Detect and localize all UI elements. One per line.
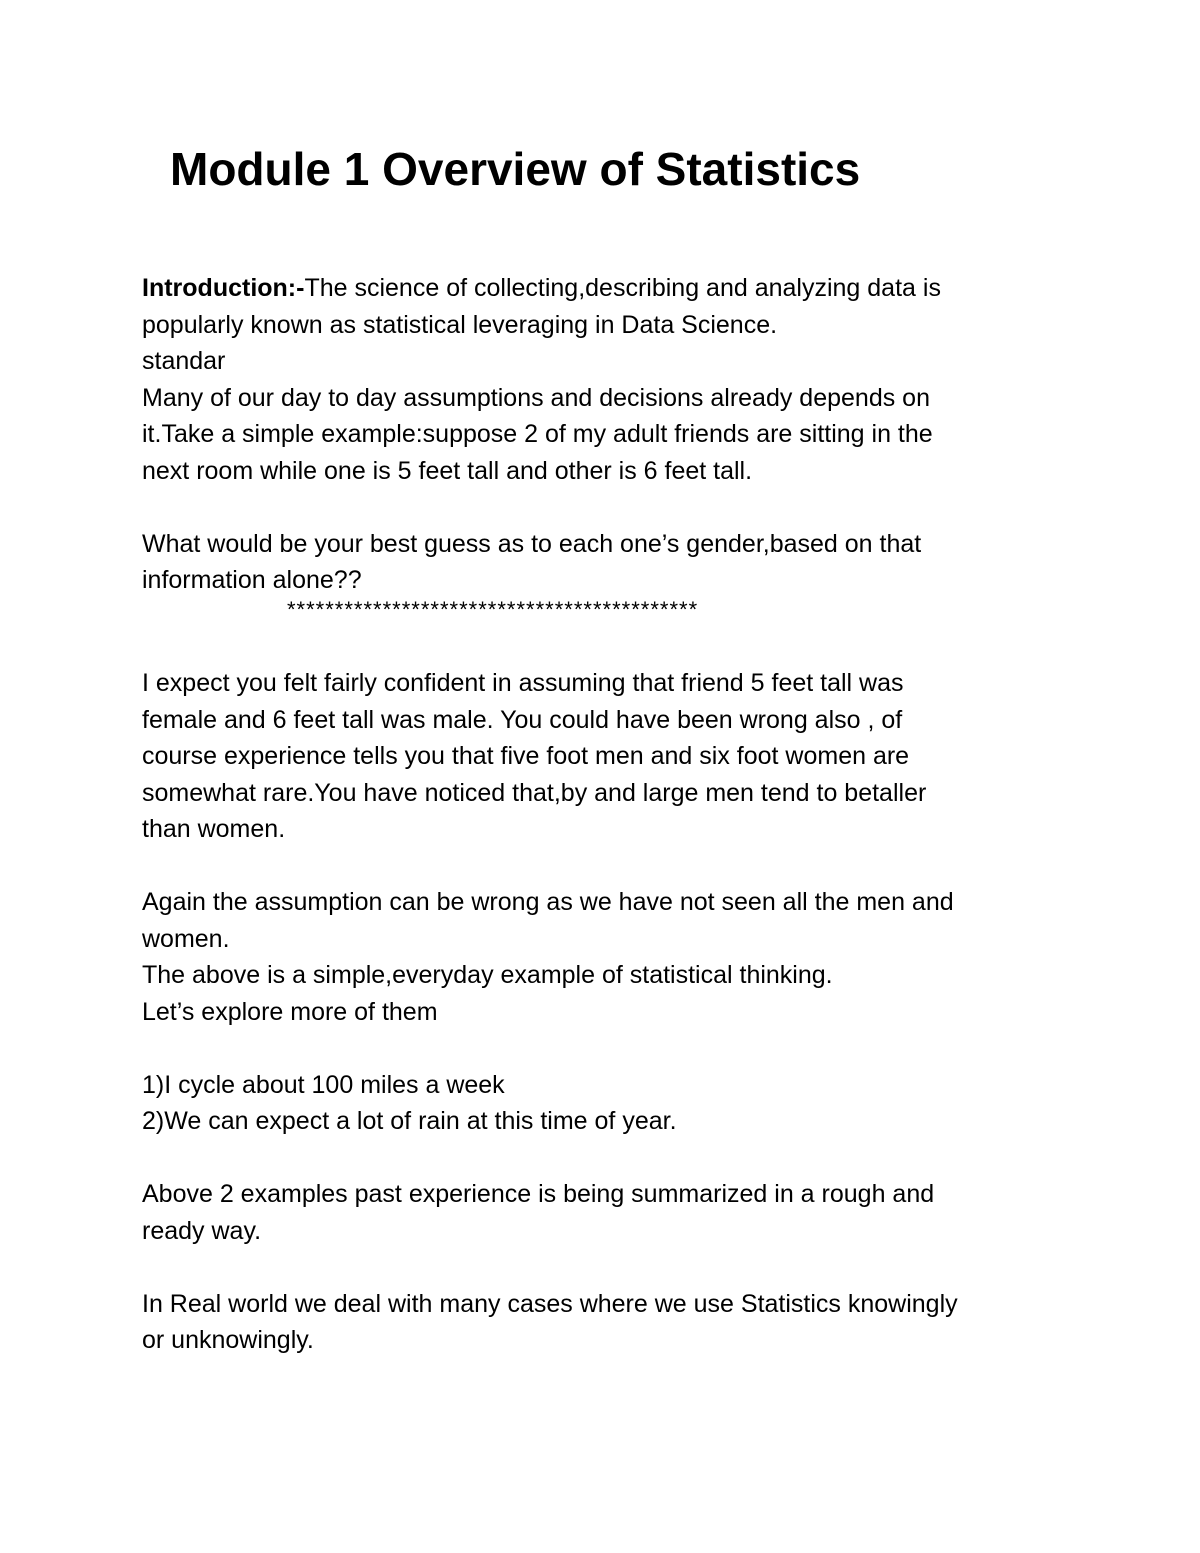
paragraph-spacer: [142, 1140, 1062, 1177]
paragraph-spacer: [142, 1030, 1062, 1067]
closing-line-1: In Real world we deal with many cases where we use Statistics knowingly: [142, 1289, 958, 1318]
intro-line-3: standar: [142, 347, 226, 375]
again-line-1: Again the assumption can be wrong as we have not seen all the men and: [142, 888, 954, 916]
intro-line-1: [142, 270, 1062, 307]
intro-label: Introduction:-: [142, 274, 305, 302]
paragraph-spacer: [142, 848, 1062, 885]
intro-line-2: popularly known as statistical leveraging in Data Science.: [142, 310, 778, 339]
expectation-line-3: course experience tells you that five foot men and six foot women are: [142, 742, 910, 770]
intro-line-6: next room while one is 5 feet tall and other is 6 feet tall.: [142, 456, 753, 485]
paragraph-spacer: [142, 629, 1062, 666]
intro-line-4: Many of our day to day assumptions and decisions already depends on: [142, 383, 930, 412]
document-body: [142, 270, 1062, 1359]
again-line-2: women.: [142, 924, 230, 953]
example-item-1: 1)I cycle about 100 miles a week: [142, 1070, 505, 1099]
question-line-2: information alone??: [142, 566, 362, 594]
summary-line-2: ready way.: [142, 1216, 262, 1245]
intro-line-5: it.Take a simple example:suppose 2 of my adult friends are sitting in the: [142, 420, 933, 448]
closing-line-2: or unknowingly.: [142, 1326, 314, 1354]
expectation-line-5: than women.: [142, 815, 286, 843]
question-line-1: What would be your best guess as to each one’s gender,based on that: [142, 529, 922, 558]
expectation-line-2: female and 6 feet tall was male. You could have been wrong also , of: [142, 705, 903, 734]
again-line-3: The above is a simple,everyday example of statistical thinking.: [142, 961, 833, 989]
expectation-line-1: I expect you felt fairly confident in assuming that friend 5 feet tall was: [142, 669, 904, 697]
paragraph-spacer: [142, 1249, 1062, 1286]
expectation-line-4: somewhat rare.You have noticed that,by and large men tend to betaller: [142, 778, 927, 807]
asterisk-separator: *******************************************: [287, 596, 699, 622]
example-item-2: 2)We can expect a lot of rain at this time of year.: [142, 1107, 677, 1135]
again-line-4: Let’s explore more of them: [142, 997, 438, 1026]
page-title: Module 1 Overview of Statistics: [170, 143, 861, 195]
summary-line-1: Above 2 examples past experience is being summarized in a rough and: [142, 1180, 935, 1208]
intro-line-1-text: The science of collecting,describing and analyzing data is: [304, 274, 941, 302]
paragraph-spacer: [142, 489, 1062, 526]
